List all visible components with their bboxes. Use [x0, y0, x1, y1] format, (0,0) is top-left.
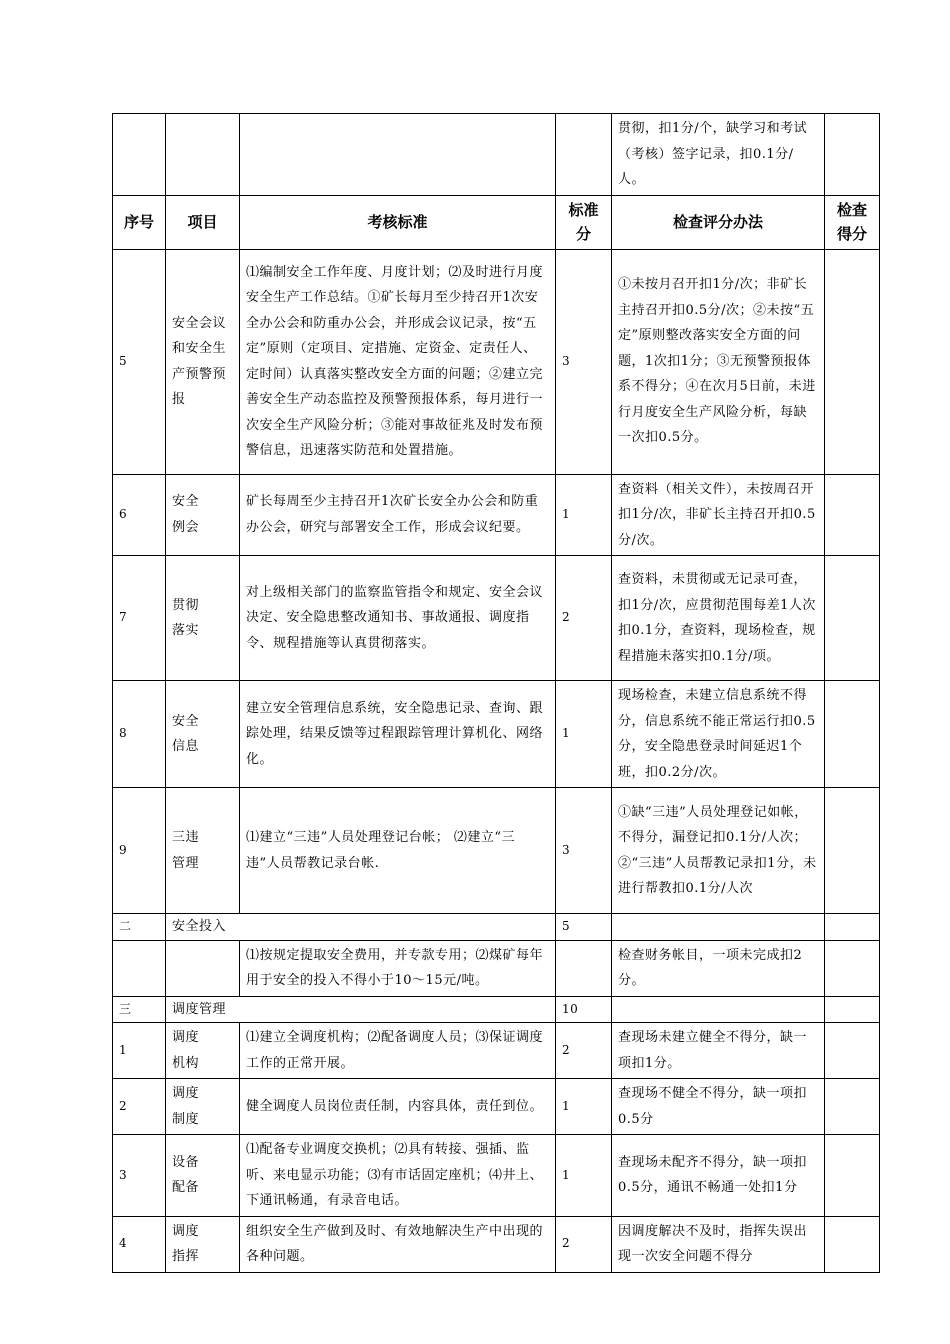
- table-row: [113, 474, 880, 556]
- cell-method: 查现场未建立健全不得分，缺一项扣1分。: [612, 1023, 825, 1079]
- cell-no: 9: [113, 788, 166, 914]
- section-row: [113, 996, 880, 1023]
- cell-score: 3: [556, 249, 612, 474]
- cell-no: 1: [113, 1023, 166, 1079]
- cell-standard: 组织安全生产做到及时、有效地解决生产中出现的各种问题。: [240, 1216, 556, 1272]
- continued-row: [113, 114, 880, 196]
- cell-standard: ⑴编制安全工作年度、月度计划；⑵及时进行月度安全生产工作总结。①矿长每月至少持召开1次安全办公会和防重办公会，并形成会议记录，按“五定”原则（定项目、定措施、定资金、定责任人、定时间）认真落实整改安全方面的问题；②建立完善安全生产动态监控及预警预报体系，每月进行一次安全生产风险分析；③能对事故征兆及时发布预警信息，迅速落实防范和处置措施。: [240, 249, 556, 474]
- cell-score: 2: [556, 556, 612, 681]
- cell-result: [825, 914, 880, 941]
- cell-item: 安全会议和安全生产预警预报: [166, 249, 240, 474]
- cell-item-line1: 调度: [172, 1223, 200, 1239]
- cell-method: 现场检查，未建立信息系统不得分，信息系统不能正常运行扣0.5分，安全隐患登录时间延迟1个班，扣0.2分/次。: [612, 681, 825, 788]
- section-no: 二: [113, 914, 166, 941]
- cell-item-line1: 安全: [172, 713, 200, 729]
- header-result-line2: 得分: [836, 225, 867, 243]
- header-score: [556, 195, 612, 249]
- cell-score: 2: [556, 1216, 612, 1272]
- cell-item-line2: 管理: [172, 855, 200, 871]
- cell-item: [166, 1135, 240, 1217]
- section-title: 调度管理: [166, 996, 556, 1023]
- table-row: [113, 556, 880, 681]
- cell-score: [556, 940, 612, 996]
- cell-result: [825, 249, 880, 474]
- cell-item-line2: 例会: [172, 519, 200, 535]
- cell-item-line2: 信息: [172, 739, 200, 754]
- cell-standard: ⑴配备专业调度交换机；⑵具有转接、强插、监听、来电显示功能；⑶有市话固定座机；⑷井上、下通讯畅通，有录音电话。: [240, 1135, 556, 1217]
- section-title: 安全投入: [166, 914, 556, 941]
- cell-result: [825, 1023, 880, 1079]
- cell-item: [166, 788, 240, 914]
- cell-item-line2: 制度: [172, 1111, 200, 1127]
- cell-method: 因调度解决不及时，指挥失误出现一次安全问题不得分: [612, 1216, 825, 1272]
- cell-method: [612, 996, 825, 1023]
- cell-score: 1: [556, 474, 612, 556]
- cell-standard: 矿长每周至少主持召开1次矿长安全办公会和防重办公会，研究与部署安全工作，形成会议纪要。: [240, 474, 556, 556]
- cell-result: [825, 940, 880, 996]
- cell-score: [556, 114, 612, 196]
- header-score-line2: 分: [575, 225, 591, 243]
- cell-item-line1: 调度: [172, 1030, 200, 1045]
- cell-score: 1: [556, 1079, 612, 1135]
- cell-score: 2: [556, 1023, 612, 1079]
- cell-result: [825, 681, 880, 788]
- cell-item-line1: 调度: [172, 1086, 200, 1101]
- cell-item-line1: 贯彻: [172, 597, 200, 613]
- cell-result: [825, 1216, 880, 1272]
- cell-no: 7: [113, 556, 166, 681]
- cell-no: [113, 114, 166, 196]
- cell-no: 2: [113, 1079, 166, 1135]
- cell-item-line1: 设备: [172, 1154, 200, 1170]
- cell-item-line2: 指挥: [172, 1249, 200, 1264]
- table-row: [113, 1079, 880, 1135]
- table-row: [113, 788, 880, 914]
- header-result: [825, 195, 880, 249]
- cell-method: ①缺“三违”人员处理登记如帐，不得分，漏登记扣0.1分/人次；②“三违”人员帮教记录扣1分，未进行帮教扣0.1分/人次: [612, 788, 825, 914]
- cell-method: 检查财务帐目，一项未完成扣2分。: [612, 940, 825, 996]
- cell-method: 查现场未配齐不得分，缺一项扣0.5分，通讯不畅通一处扣1分: [612, 1135, 825, 1217]
- cell-item: [166, 940, 240, 996]
- cell-standard: 健全调度人员岗位责任制，内容具体，责任到位。: [240, 1079, 556, 1135]
- cell-method: [612, 914, 825, 941]
- table-header-row: [113, 195, 880, 249]
- cell-item: [166, 1216, 240, 1272]
- cell-result: [825, 114, 880, 196]
- table-row: [113, 1135, 880, 1217]
- cell-item: [166, 474, 240, 556]
- cell-result: [825, 474, 880, 556]
- table-row: [113, 681, 880, 788]
- header-result-line1: 检查: [836, 201, 867, 219]
- header-standard: 考核标准: [240, 195, 556, 249]
- table-row: [113, 1023, 880, 1079]
- cell-no: 3: [113, 1135, 166, 1217]
- cell-result: [825, 1135, 880, 1217]
- cell-item: [166, 114, 240, 196]
- cell-standard: 对上级相关部门的监察监管指令和规定、安全会议决定、安全隐患整改通知书、事故通报、调度指令、规程措施等认真贯彻落实。: [240, 556, 556, 681]
- header-score-line1: 标准: [568, 201, 599, 219]
- cell-item-line2: 机构: [172, 1055, 200, 1071]
- cell-score: 1: [556, 681, 612, 788]
- cell-result: [825, 1079, 880, 1135]
- cell-result: [825, 996, 880, 1023]
- cell-no: 4: [113, 1216, 166, 1272]
- header-method: 检查评分办法: [612, 195, 825, 249]
- cell-no: 8: [113, 681, 166, 788]
- cell-method: 查资料，未贯彻或无记录可查，扣1分/次，应贯彻范围每差1人次扣0.1分，查资料，现场检查，规程措施未落实扣0.1分/项。: [612, 556, 825, 681]
- table-row: [113, 940, 880, 996]
- table-row: [113, 1216, 880, 1272]
- cell-item: [166, 681, 240, 788]
- cell-item-line2: 落实: [172, 623, 200, 638]
- cell-score: 3: [556, 788, 612, 914]
- section-score: 5: [556, 914, 612, 941]
- assessment-table-page: [112, 113, 879, 1273]
- section-row: [113, 914, 880, 941]
- cell-standard: [240, 114, 556, 196]
- cell-item: [166, 1023, 240, 1079]
- cell-no: 6: [113, 474, 166, 556]
- cell-item: [166, 1079, 240, 1135]
- cell-item-line1: 三违: [172, 830, 200, 845]
- header-no: 序号: [113, 195, 166, 249]
- cell-standard: ⑴建立全调度机构；⑵配备调度人员；⑶保证调度工作的正常开展。: [240, 1023, 556, 1079]
- cell-item-line1: 安全: [172, 494, 200, 510]
- cell-item-line2: 配备: [172, 1180, 200, 1196]
- table-row: [113, 249, 880, 474]
- cell-standard: ⑴建立“三违”人员处理登记台帐； ⑵建立“三违”人员帮教记录台帐.: [240, 788, 556, 914]
- cell-no: 5: [113, 249, 166, 474]
- cell-result: [825, 556, 880, 681]
- cell-standard: 建立安全管理信息系统，安全隐患记录、查询、跟踪处理，结果反馈等过程跟踪管理计算机化、网络化。: [240, 681, 556, 788]
- cell-result: [825, 788, 880, 914]
- cell-no: [113, 940, 166, 996]
- cell-method: 查资料（相关文件），未按周召开扣1分/次，非矿长主持召开扣0.5分/次。: [612, 474, 825, 556]
- cell-score: 1: [556, 1135, 612, 1217]
- section-score: 10: [556, 996, 612, 1023]
- cell-item: [166, 556, 240, 681]
- cell-method: 查现场不健全不得分，缺一项扣0.5分: [612, 1079, 825, 1135]
- safety-assessment-table: [112, 113, 880, 1273]
- header-item: 项目: [166, 195, 240, 249]
- cell-method: ①未按月召开扣1分/次；非矿长主持召开扣0.5分/次；②未按“五定”原则整改落实安全方面的问题，1次扣1分；③无预警预报体系不得分；④在次月5日前，未进行月度安全生产风险分析，每缺一次扣0.5分。: [612, 249, 825, 474]
- cell-standard: ⑴按规定提取安全费用，并专款专用；⑵煤矿每年用于安全的投入不得小于10～15元/吨。: [240, 940, 556, 996]
- section-no: 三: [113, 996, 166, 1023]
- cell-method: 贯彻，扣1分/个，缺学习和考试（考核）签字记录，扣0.1分/人。: [612, 114, 825, 196]
